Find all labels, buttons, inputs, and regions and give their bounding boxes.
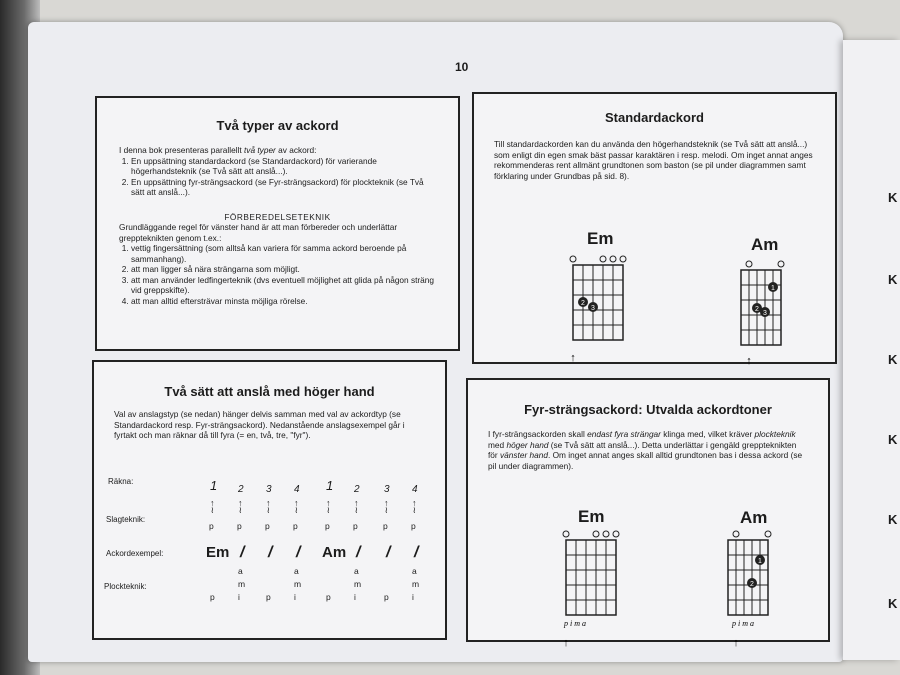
strum-arrow-icon: ↑ ≀	[294, 498, 299, 515]
strum-finger: p	[237, 521, 242, 531]
list-item: 3. att man använder ledfingerteknik (dvs eventuell möjlighet att glida på någon sträng vid greppskifte).	[131, 275, 436, 296]
chord-type-list	[119, 156, 436, 198]
svg-text:2: 2	[755, 306, 759, 313]
chord-name-am: Am	[740, 508, 768, 527]
beat-number: 3	[384, 484, 390, 495]
strum-finger: p	[325, 521, 330, 531]
body-text: Val av anslagstyp (se nedan) hänger delvis samman med val av ackordtyp (se Standardackord resp. Fyr-strängsackord). Nedanstående anslagsexempel går i fyrtakt och man räknar då till fyra (= en, två, tre, "fyr").	[114, 409, 405, 440]
am-four-string-diagram	[720, 530, 790, 655]
pluck-finger: i	[354, 592, 356, 602]
chord-example: /	[356, 544, 361, 561]
beat-number: 2	[238, 484, 244, 495]
edge-letter: K	[888, 190, 898, 205]
chord-example: Em	[206, 544, 230, 561]
box-two-chord-types	[95, 96, 460, 351]
chord-name-am: Am	[751, 235, 779, 254]
pluck-finger: p	[266, 592, 271, 602]
pluck-finger: m	[294, 579, 302, 589]
edge-letter: K	[888, 432, 898, 447]
edge-letter: K	[888, 272, 898, 287]
fingering-label: p i m a	[732, 619, 754, 628]
box-title: Två sätt att anslå med höger hand	[164, 384, 375, 399]
svg-text:3: 3	[763, 310, 767, 317]
em-chord-diagram	[565, 255, 635, 365]
svg-text:1: 1	[758, 558, 762, 565]
em-four-string-diagram	[558, 530, 628, 655]
row-label: Räkna:	[108, 477, 134, 486]
strum-finger: p	[265, 521, 270, 531]
beat-number: 4	[294, 484, 300, 495]
svg-text:2: 2	[581, 300, 585, 307]
strum-arrow-icon: ↑ ≀	[384, 498, 389, 515]
svg-text:1: 1	[771, 285, 775, 292]
chord-example: /	[296, 544, 301, 561]
row-label: Slagteknik:	[106, 515, 146, 524]
row-label: Plockteknik:	[104, 582, 147, 591]
pluck-finger: p	[210, 592, 215, 602]
rule-list	[119, 243, 436, 306]
strum-arrow-icon: ↑ ≀	[326, 498, 331, 515]
chord-example: /	[386, 544, 391, 561]
chord-example: /	[414, 544, 419, 561]
beat-number: 1	[326, 478, 334, 493]
pluck-finger: a	[238, 566, 243, 576]
intro-text: I denna bok presenteras parallellt två typer av ackord:	[119, 145, 317, 155]
strum-arrow-icon: ↑ ≀	[238, 498, 243, 515]
body-text: Till standardackorden kan du använda den högerhandsteknik (se Två sätt att anslå...) som enligt din egen smak bäst passar karaktären i resp. melodi. Om inget annat anges rekommenderas rent allmänt grundtonen som baston (se pil under diagrammen samt förklaring under Grundbas på sid. 8).	[494, 139, 813, 181]
pluck-finger: p	[326, 592, 331, 602]
pluck-finger: i	[294, 592, 296, 602]
bass-arrow: ↑	[570, 352, 576, 364]
am-chord-diagram	[733, 260, 803, 370]
chord-example: /	[268, 544, 273, 561]
chord-name-em: Em	[578, 507, 605, 526]
edge-letter: K	[888, 512, 898, 527]
pluck-finger: m	[354, 579, 362, 589]
next-page-edge	[843, 40, 900, 660]
bass-arrow: ↑	[733, 637, 739, 649]
strum-arrow-icon: ↑ ≀	[266, 498, 271, 515]
strum-arrow-icon: ↑ ≀	[354, 498, 359, 515]
bass-arrow: ↑	[746, 355, 752, 367]
chord-example: Am	[322, 544, 347, 561]
subheading: FÖRBEREDELSETEKNIK	[224, 211, 331, 222]
pluck-finger: a	[354, 566, 359, 576]
rule-text: Grundläggande regel för vänster hand är att man förbereder och underlättar greppteknikten genom t.ex.:	[119, 222, 398, 243]
svg-text:2: 2	[750, 581, 754, 588]
svg-text:3: 3	[591, 305, 595, 312]
pluck-finger: a	[294, 566, 299, 576]
box-title: Två typer av ackord	[216, 118, 339, 133]
strum-finger: p	[293, 521, 298, 531]
box-title: Fyr-strängsackord: Utvalda ackordtoner	[524, 402, 772, 417]
strum-arrow-icon: ↑ ≀	[412, 498, 417, 515]
pluck-finger: i	[412, 592, 414, 602]
pluck-finger: m	[412, 579, 420, 589]
page-number: 10	[455, 60, 469, 74]
bass-arrow: ↑	[563, 637, 569, 649]
body-text: I fyr-strängsackorden skall endast fyra strängar klinga med, vilket kräver plockteknik med höger hand (se Två sätt att anslå...). Detta underlättar i gengäld greppteknikten för vänster hand. Om inget annat anges skall alltid grundtonen bas i dessa ackord (se pil under diagrammen).	[488, 429, 803, 471]
box-title: Standardackord	[605, 110, 704, 125]
strum-finger: p	[411, 521, 416, 531]
list-item: 2. att man ligger så nära strängarna som möjligt.	[131, 264, 436, 275]
strum-finger: p	[353, 521, 358, 531]
pluck-finger: p	[384, 592, 389, 602]
edge-letter: K	[888, 352, 898, 367]
beat-number: 4	[412, 484, 418, 495]
pluck-finger: i	[238, 592, 240, 602]
strum-arrow-icon: ↑ ≀	[210, 498, 215, 515]
list-item: 4. att man alltid eftersträvar minsta möjliga rörelse.	[131, 296, 436, 307]
beat-number: 3	[266, 484, 272, 495]
beat-number: 1	[210, 478, 218, 493]
pluck-finger: a	[412, 566, 417, 576]
fingering-label: p i m a	[564, 619, 586, 628]
pluck-finger: m	[238, 579, 246, 589]
list-item: 2. En uppsättning fyr-strängsackord (se Fyr-strängsackord) för plockteknik (se Två sätt att anslå...).	[131, 177, 436, 198]
edge-letter: K	[888, 596, 898, 611]
list-item: 1. vettig fingersättning (som alltså kan variera för samma ackord beroende på sammanhang).	[131, 243, 436, 264]
row-label: Ackordexempel:	[106, 549, 164, 558]
chord-example: /	[240, 544, 245, 561]
strum-finger: p	[383, 521, 388, 531]
chord-name-em: Em	[587, 229, 614, 248]
beat-number: 2	[354, 484, 360, 495]
strum-finger: p	[209, 521, 214, 531]
list-item: 1. En uppsättning standardackord (se Standardackord) för varierande högerhandsteknik (se Två sätt att anslå...).	[131, 156, 436, 177]
